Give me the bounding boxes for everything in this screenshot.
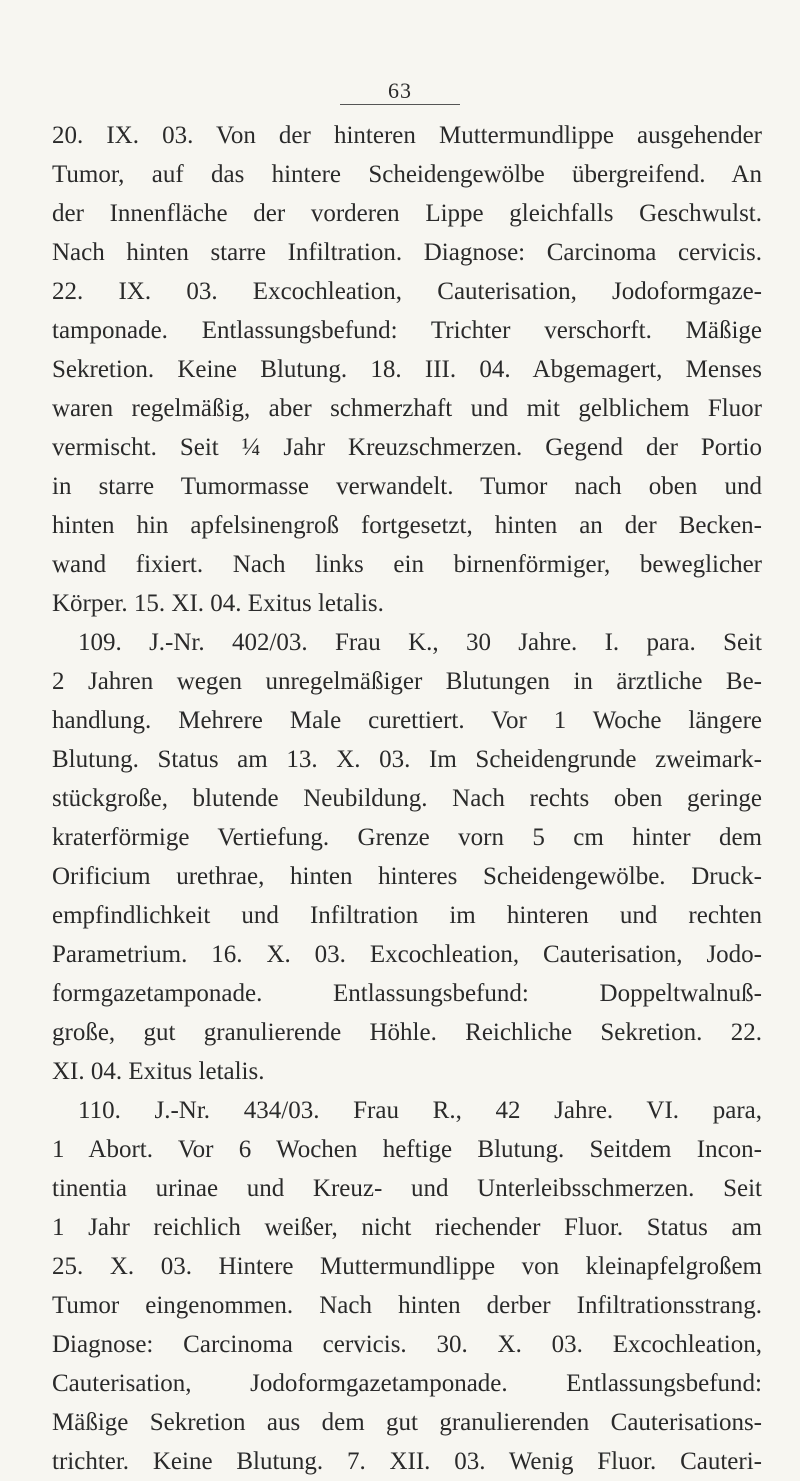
text-line: vermischt. Seit ¼ Jahr Kreuzschmerzen. Gegend der Portio [52, 434, 762, 461]
body-text [52, 116, 762, 1481]
text-line: wand fixiert. Nach links ein birnenförmiger, beweglicher [52, 551, 762, 578]
text-line: der Innenfläche der vorderen Lippe gleichfalls Geschwulst. [52, 200, 762, 227]
text-line: Mäßige Sekretion aus dem gut granulierenden Cauterisations- [52, 1409, 762, 1436]
page-number: 63 [388, 78, 412, 103]
text-line: Tumor eingenommen. Nach hinten derber Infiltrationsstrang. [52, 1292, 762, 1319]
header-rule [340, 104, 460, 105]
text-line: hinten hin apfelsinengroß fortgesetzt, hinten an der Becken- [52, 512, 762, 539]
text-line: große, gut granulierende Höhle. Reichliche Sekretion. 22. [52, 1019, 762, 1046]
text-line: 22. IX. 03. Excochleation, Cauterisation, Jodoformgaze- [52, 278, 762, 305]
text-line: Sekretion. Keine Blutung. 18. III. 04. Abgemagert, Menses [52, 356, 762, 383]
text-line: Parametrium. 16. X. 03. Excochleation, Cauterisation, Jodo- [52, 941, 762, 968]
text-line: Diagnose: Carcinoma cervicis. 30. X. 03. Excochleation, [52, 1331, 762, 1358]
text-line: 2 Jahren wegen unregelmäßiger Blutungen in ärztliche Be- [52, 668, 762, 695]
text-line: 1 Abort. Vor 6 Wochen heftige Blutung. Seitdem Incon- [52, 1136, 762, 1163]
text-line: trichter. Keine Blutung. 7. XII. 03. Wenig Fluor. Cauteri- [52, 1448, 762, 1475]
text-line: formgazetamponade. Entlassungsbefund: Doppeltwalnuß- [52, 980, 762, 1007]
text-line: XI. 04. Exitus letalis. [52, 1058, 265, 1085]
text-line: waren regelmäßig, aber schmerzhaft und mit gelblichem Fluor [52, 395, 762, 422]
text-line: 25. X. 03. Hintere Muttermundlippe von kleinapfelgroßem [52, 1253, 762, 1280]
text-line: tinentia urinae und Kreuz- und Unterleibsschmerzen. Seit [52, 1175, 762, 1202]
text-line: 20. IX. 03. Von der hinteren Muttermundlippe ausgehender [52, 122, 762, 149]
text-line: Körper. 15. XI. 04. Exitus letalis. [52, 590, 384, 617]
text-line: Orificium urethrae, hinten hinteres Scheidengewölbe. Druck- [52, 863, 762, 890]
text-line: tamponade. Entlassungsbefund: Trichter verschorft. Mäßige [52, 317, 762, 344]
text-line: handlung. Mehrere Male curettiert. Vor 1 Woche längere [52, 707, 762, 734]
text-line: kraterförmige Vertiefung. Grenze vorn 5 cm hinter dem [52, 824, 762, 851]
text-line: Tumor, auf das hintere Scheidengewölbe übergreifend. An [52, 161, 762, 188]
text-line: Cauterisation, Jodoformgazetamponade. Entlassungsbefund: [52, 1370, 762, 1397]
text-line: 109. J.-Nr. 402/03. Frau K., 30 Jahre. I. para. Seit [78, 629, 762, 656]
text-line: Blutung. Status am 13. X. 03. Im Scheidengrunde zweimark- [52, 746, 762, 773]
text-line: Nach hinten starre Infiltration. Diagnose: Carcinoma cervicis. [52, 239, 762, 266]
text-line: 1 Jahr reichlich weißer, nicht riechender Fluor. Status am [52, 1214, 762, 1241]
text-line: stückgroße, blutende Neubildung. Nach rechts oben geringe [52, 785, 762, 812]
text-line: in starre Tumormasse verwandelt. Tumor nach oben und [52, 473, 762, 500]
text-line: 110. J.-Nr. 434/03. Frau R., 42 Jahre. VI. para, [78, 1097, 762, 1124]
text-line: empfindlichkeit und Infiltration im hinteren und rechten [52, 902, 762, 929]
